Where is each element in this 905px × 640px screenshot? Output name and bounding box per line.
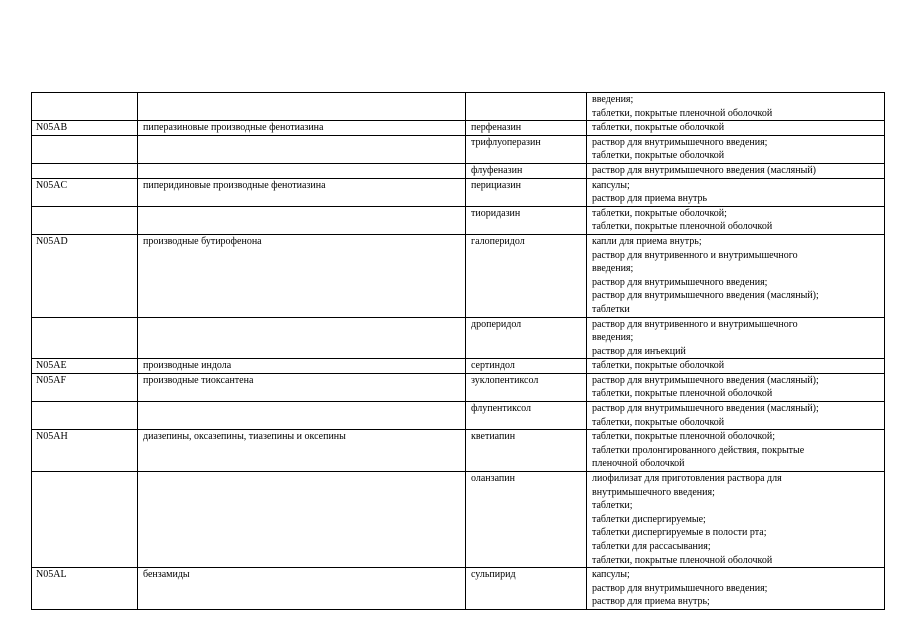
dosage-form-line: таблетки; [592,500,633,512]
drug-name-cell: кветиапин [466,430,587,472]
table-row [32,472,885,568]
drug-name-cell: сертиндол [466,359,587,374]
dosage-forms-cell [587,206,885,234]
dosage-form-line: раствор для внутримышечного введения (масляный); [592,290,819,302]
pharmacological-group-cell [138,472,466,568]
atc-code-cell: N05AF [32,373,138,401]
drug-name-cell: перициазин [466,178,587,206]
table-row [32,373,885,401]
pharmacological-group-cell [138,93,466,121]
drug-table [31,92,885,610]
dosage-form-line: внутримышечного введения; [592,486,715,498]
table-row [32,135,885,163]
drug-name-cell: галоперидол [466,234,587,317]
pharmacological-group-cell: производные бутирофенона [138,234,466,317]
atc-code-cell: N05AB [32,121,138,136]
dosage-forms-cell [587,178,885,206]
drug-name-cell: зуклопентиксол [466,373,587,401]
drug-name-cell: флуфеназин [466,163,587,178]
atc-code-cell [32,163,138,178]
pharmacological-group-cell: производные индола [138,359,466,374]
dosage-form-line: таблетки, покрытые пленочной оболочкой [592,107,773,119]
dosage-forms-cell [587,317,885,359]
dosage-form-line: таблетки, покрытые оболочкой; [592,207,727,219]
atc-code-cell [32,317,138,359]
dosage-form-line: таблетки диспергируемые в полости рта; [592,527,767,539]
dosage-form-line: капсулы; [592,179,630,191]
drug-name-cell: тиоридазин [466,206,587,234]
dosage-form-line: таблетки пролонгированного действия, покрытые [592,444,805,456]
dosage-forms-cell [587,163,885,178]
dosage-form-line: введения; [592,332,634,344]
dosage-form-line: раствор для инъекций [592,345,686,357]
dosage-forms-cell [587,93,885,121]
atc-code-cell [32,93,138,121]
dosage-form-line: таблетки, покрытые пленочной оболочкой; [592,431,776,443]
dosage-form-line: раствор для внутримышечного введения (масляный); [592,374,819,386]
dosage-form-line: раствор для приема внутрь; [592,596,710,608]
table-row [32,359,885,374]
pharmacological-group-cell [138,206,466,234]
dosage-form-line: таблетки диспергируемые; [592,513,706,525]
dosage-forms-cell [587,568,885,610]
table-row [32,234,885,317]
table-row [32,430,885,472]
atc-code-cell [32,402,138,430]
drug-name-cell: дроперидол [466,317,587,359]
dosage-form-line: таблетки, покрытые оболочкой [592,122,725,134]
dosage-form-line: раствор для внутримышечного введения; [592,136,768,148]
dosage-form-line: раствор для внутримышечного введения (масляный) [592,164,816,176]
pharmacological-group-cell [138,163,466,178]
dosage-form-line: раствор для внутривенного и внутримышечного [592,318,798,330]
pharmacological-group-cell: диазепины, оксазепины, тиазепины и оксепины [138,430,466,472]
table-row [32,178,885,206]
atc-code-cell: N05AC [32,178,138,206]
dosage-forms-cell [587,373,885,401]
table-row [32,93,885,121]
dosage-form-line: введения; [592,263,634,275]
atc-code-cell [32,206,138,234]
table-row [32,317,885,359]
drug-name-cell: флупентиксол [466,402,587,430]
dosage-form-line: раствор для приема внутрь [592,193,708,205]
pharmacological-group-cell: производные тиоксантена [138,373,466,401]
dosage-form-line: пленочной оболочкой [592,458,685,470]
dosage-form-line: таблетки, покрытые оболочкой [592,360,725,372]
dosage-form-line: таблетки, покрытые пленочной оболочкой [592,554,773,566]
drug-name-cell: перфеназин [466,121,587,136]
dosage-form-line: лиофилизат для приготовления раствора для [592,473,782,485]
dosage-forms-cell [587,135,885,163]
dosage-form-line: таблетки, покрытые пленочной оболочкой [592,221,773,233]
dosage-form-line: таблетки [592,303,630,315]
drug-name-cell: оланзапин [466,472,587,568]
dosage-form-line: раствор для внутримышечного введения; [592,582,768,594]
atc-code-cell: N05AD [32,234,138,317]
table-row [32,402,885,430]
drug-name-cell: сульпирид [466,568,587,610]
dosage-forms-cell [587,359,885,374]
atc-code-cell [32,135,138,163]
atc-code-cell: N05AH [32,430,138,472]
pharmacological-group-cell [138,402,466,430]
dosage-form-line: раствор для внутримышечного введения; [592,276,768,288]
pharmacological-group-cell: пиперазиновые производные фенотиазина [138,121,466,136]
table-row [32,121,885,136]
table-row [32,568,885,610]
pharmacological-group-cell: пиперидиновые производные фенотиазина [138,178,466,206]
dosage-form-line: введения; [592,94,634,105]
dosage-form-line: раствор для внутривенного и внутримышечного [592,249,798,261]
drug-name-cell [466,93,587,121]
dosage-form-line: раствор для внутримышечного введения (масляный); [592,403,819,415]
table-row [32,206,885,234]
atc-code-cell: N05AL [32,568,138,610]
atc-code-cell [32,472,138,568]
pharmacological-group-cell [138,317,466,359]
dosage-forms-cell [587,472,885,568]
dosage-form-line: капли для приема внутрь; [592,235,702,247]
pharmacological-group-cell [138,135,466,163]
dosage-form-line: таблетки, покрытые оболочкой [592,150,725,162]
dosage-forms-cell [587,430,885,472]
pharmacological-group-cell: бензамиды [138,568,466,610]
drug-table-body [32,93,885,610]
table-row [32,163,885,178]
dosage-forms-cell [587,402,885,430]
drug-name-cell: трифлуоперазин [466,135,587,163]
dosage-form-line: таблетки для рассасывания; [592,541,711,552]
dosage-form-line: таблетки, покрытые оболочкой [592,416,725,428]
dosage-form-line: таблетки, покрытые пленочной оболочкой [592,388,773,400]
dosage-form-line: капсулы; [592,569,630,581]
dosage-forms-cell [587,121,885,136]
dosage-forms-cell [587,234,885,317]
atc-code-cell: N05AE [32,359,138,374]
